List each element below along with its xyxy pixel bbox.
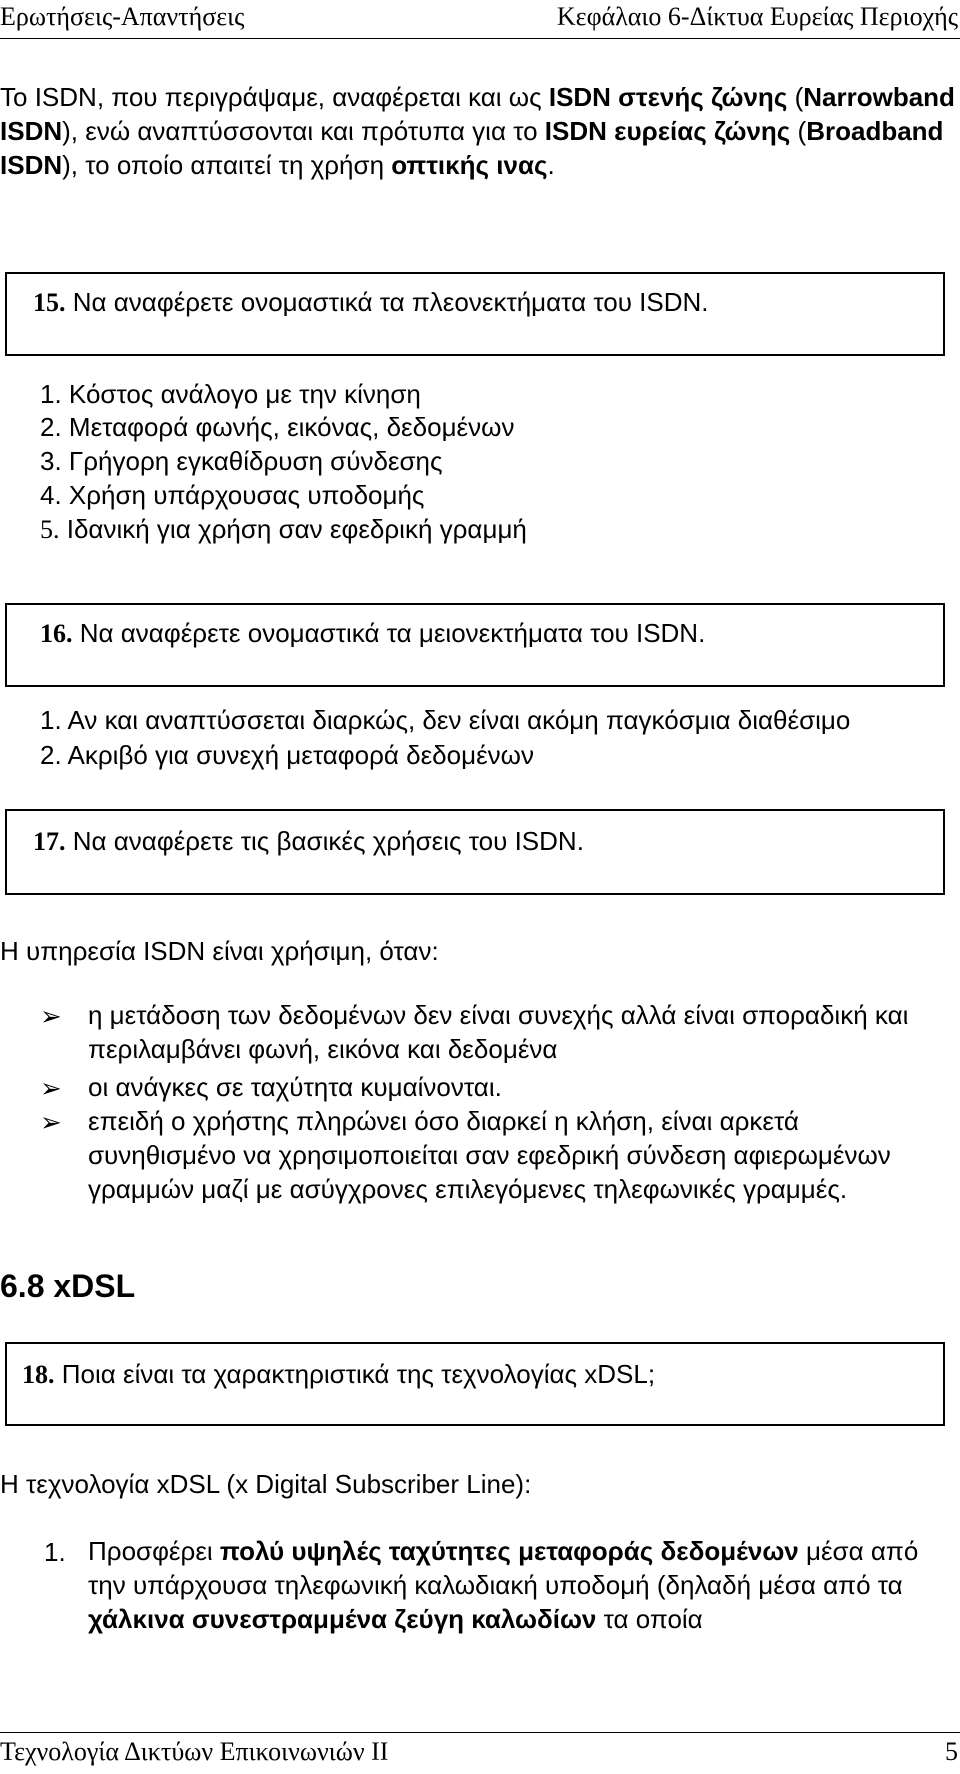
header-right: Κεφάλαιο 6-Δίκτυα Ευρείας Περιοχής [556, 2, 958, 31]
bullet-item: οι ανάγκες σε ταχύτητα κυμαίνονται. [88, 1072, 502, 1102]
footer-rule [0, 1732, 960, 1733]
header-left: Ερωτήσεις-Απαντήσεις [0, 2, 245, 31]
list-item: 2. Μεταφορά φωνής, εικόνας, δεδομένων [40, 412, 515, 442]
list-item: 1. Κόστος ανάλογο με την κίνηση [40, 379, 421, 409]
arrow-bullet-icon: ➢ [40, 1107, 62, 1137]
list-item: 1. Αν και αναπτύσσεται διαρκώς, δεν είναι ακόμη παγκόσμια διαθέσιμο [40, 705, 851, 735]
list-item: 3. Γρήγορη εγκαθίδρυση σύνδεσης [40, 446, 443, 476]
intro-paragraph: Το ISDN, που περιγράψαμε, αναφέρεται και ως ISDN στενής ζώνης (Narrowband ISDN), ενώ αναπτύσσονται και πρότυπα για το ISDN ευρείας ζώνης (Broadband ISDN), το οποίο απαιτεί τη χρήση οπτικής ινας. [0, 82, 955, 180]
question-15: 15. Να αναφέρετε ονομαστικά τα πλεονεκτήματα του ISDN. [33, 287, 709, 317]
list-item: 5. Ιδανική για χρήση σαν εφεδρική γραμμή [40, 514, 527, 544]
question-18: 18. Ποια είναι τα χαρακτηριστικά της τεχνολογίας xDSL; [22, 1359, 656, 1389]
list-item: Προσφέρει πολύ υψηλές ταχύτητες μεταφοράς δεδομένων μέσα από την υπάρχουσα τηλεφωνική καλωδιακή υποδομή (δηλαδή μέσα από τα χάλκινα συνεστραμμένα ζεύγη καλωδίων τα οποία [88, 1536, 919, 1634]
header-rule [0, 38, 960, 39]
list-item-number: 1. [44, 1537, 66, 1567]
section-heading: 6.8 xDSL [0, 1268, 136, 1304]
footer-title: Τεχνολογία Δικτύων Επικοινωνιών ΙΙ [0, 1737, 389, 1766]
arrow-bullet-icon: ➢ [40, 1001, 62, 1031]
bullet-item: η μετάδοση των δεδομένων δεν είναι συνεχής αλλά είναι σποραδική και περιλαμβάνει φωνή, εικόνα και δεδομένα [88, 1000, 909, 1064]
bullet-item: επειδή ο χρήστης πληρώνει όσο διαρκεί η κλήση, είναι αρκετά συνηθισμένο να χρησιμοποιείται σαν εφεδρική σύνδεση αφιερωμένων γραμμών μαζί με ασύγχρονες επιλεγόμενες τηλεφωνικές γραμμές. [88, 1106, 891, 1204]
question-16: 16. Να αναφέρετε ονομαστικά τα μειονεκτήματα του ISDN. [40, 618, 706, 648]
list-item: 4. Χρήση υπάρχουσας υποδομής [40, 480, 425, 510]
page-number: 5 [945, 1737, 958, 1766]
q18-lead: Η τεχνολογία xDSL (x Digital Subscriber Line): [0, 1469, 532, 1499]
question-17: 17. Να αναφέρετε τις βασικές χρήσεις του ISDN. [33, 826, 584, 856]
list-item: 2. Ακριβό για συνεχή μεταφορά δεδομένων [40, 740, 534, 770]
q17-lead: Η υπηρεσία ISDN είναι χρήσιμη, όταν: [0, 936, 439, 966]
arrow-bullet-icon: ➢ [40, 1073, 62, 1103]
